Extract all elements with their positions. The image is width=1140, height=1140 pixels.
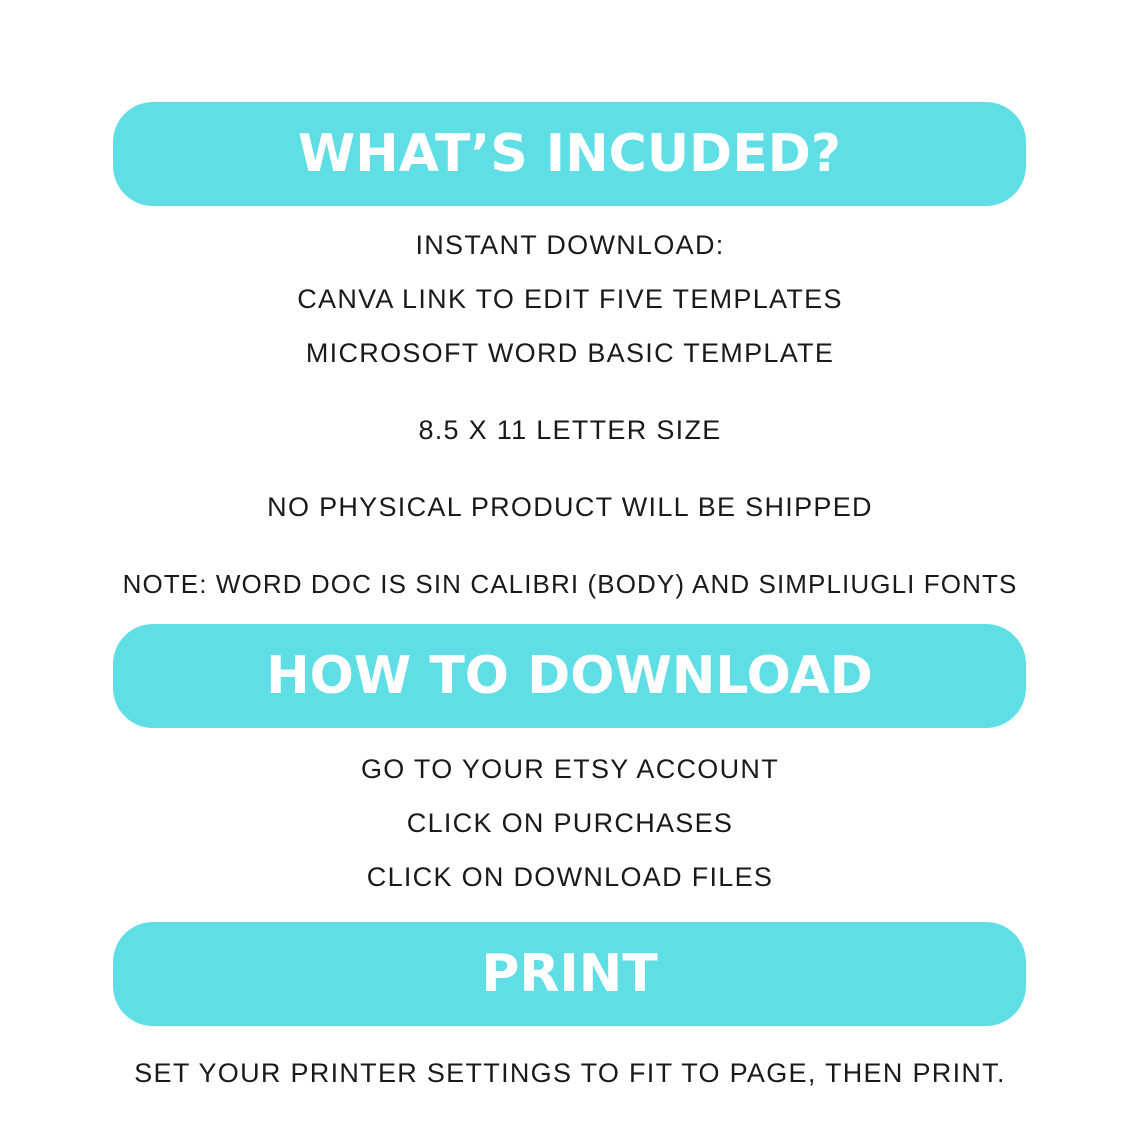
included-heading: WHAT’S INCUDED?	[297, 124, 842, 184]
print-instruction: SET YOUR PRINTER SETTINGS TO FIT TO PAGE, THEN PRINT.	[134, 1058, 1006, 1088]
included-line-canva-link: CANVA LINK TO EDIT FIVE TEMPLATES	[297, 284, 843, 314]
print-banner	[113, 922, 1026, 1026]
download-step-download-files: CLICK ON DOWNLOAD FILES	[366, 862, 774, 892]
included-line-word-template: MICROSOFT WORD BASIC TEMPLATE	[305, 338, 835, 368]
download-banner	[113, 624, 1026, 728]
included-line-instant-download: INSTANT DOWNLOAD:	[415, 230, 725, 260]
included-line-font-note: NOTE: WORD DOC IS SIN CALIBRI (BODY) AND SIMPLIUGLI FONTS	[122, 569, 1018, 599]
included-line-no-physical-product: NO PHYSICAL PRODUCT WILL BE SHIPPED	[267, 492, 873, 522]
included-banner	[113, 102, 1026, 206]
print-heading: PRINT	[481, 944, 658, 1004]
download-heading: HOW TO DOWNLOAD	[266, 646, 873, 706]
download-step-etsy-account: GO TO YOUR ETSY ACCOUNT	[361, 754, 779, 784]
included-line-letter-size: 8.5 X 11 LETTER SIZE	[418, 415, 722, 445]
download-step-purchases: CLICK ON PURCHASES	[406, 808, 734, 838]
